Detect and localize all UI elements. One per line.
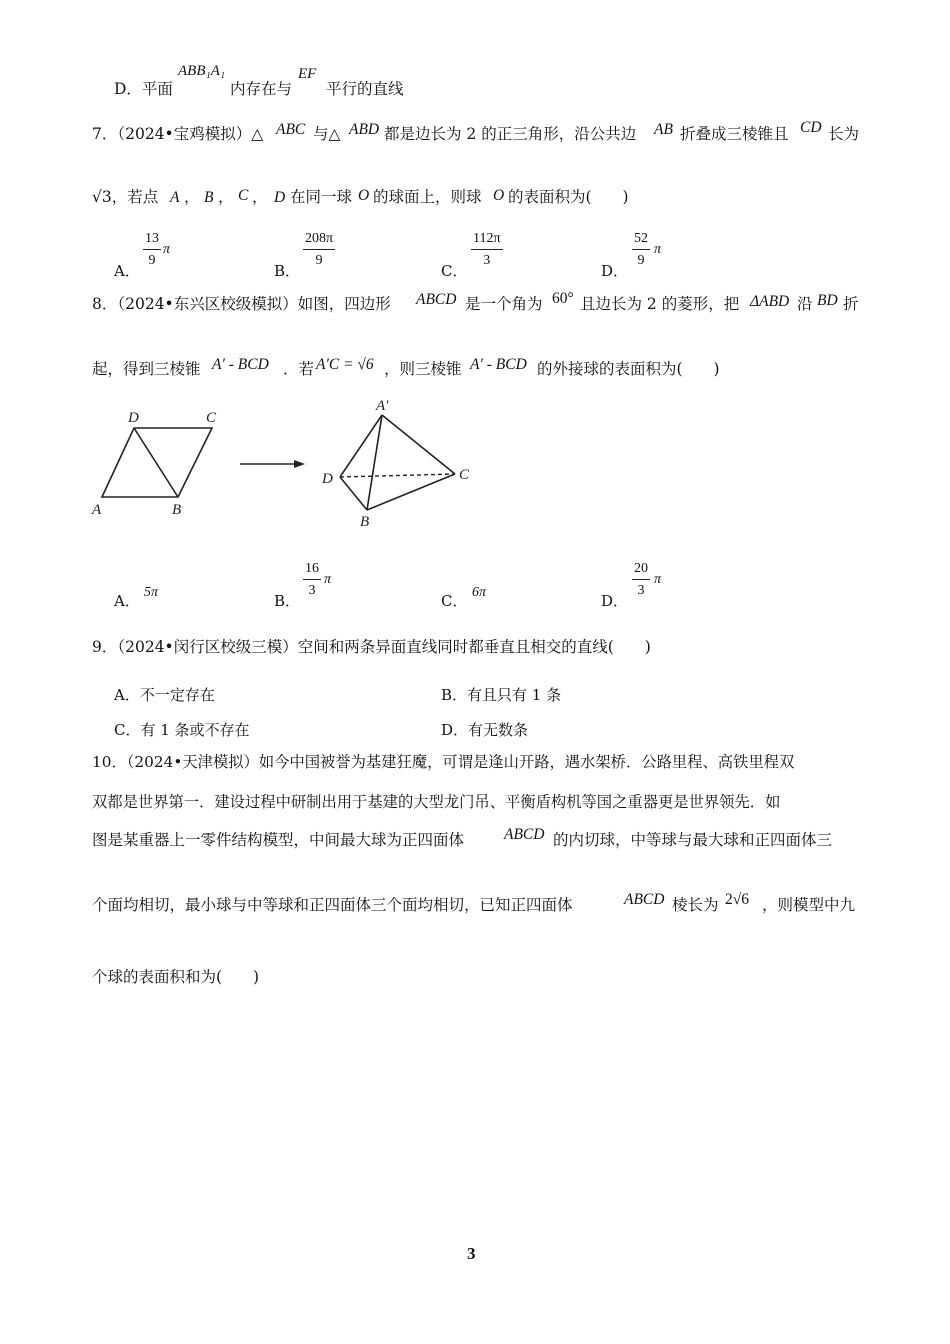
q8-line2-c: ，则三棱锥 xyxy=(384,360,462,378)
q8-option-b-label: B． xyxy=(274,592,301,610)
q10-line3-b: 的内切球，中等球与最大球和正四面体三 xyxy=(553,831,833,849)
q10-line4-a: 个面均相切，最小球与中等球和正四面体三个面均相切，已知正四面体 xyxy=(92,896,573,914)
q7-text-3: 折叠成三棱锥且 xyxy=(680,125,789,143)
q8-text-4: 折 xyxy=(843,295,859,313)
q7-line2-d: 的表面积为( ) xyxy=(508,188,629,206)
hidden-edge-dc xyxy=(340,474,455,477)
q7-math-abc: ABC xyxy=(276,121,306,138)
q8-line2-d: 的外接球的表面积为( ) xyxy=(537,360,720,378)
q8-text-2: 且边长为 2 的菱形，把 xyxy=(580,295,740,313)
q9-option-b: B．有且只有 1 条 xyxy=(441,686,562,704)
q7-point-a: A xyxy=(170,189,180,206)
q7-point-c: C xyxy=(238,187,249,204)
q7-point-d: D xyxy=(274,189,286,206)
q8-math-bd: BD xyxy=(817,292,838,309)
q8-math-triangle-abd: ΔABD xyxy=(750,293,790,310)
q7-option-d-label: D． xyxy=(601,262,629,280)
q7-stem-start: 7．（2024•宝鸡模拟）△ xyxy=(92,125,264,143)
fig-label-b: B xyxy=(172,502,182,518)
fig-label-d2: D xyxy=(322,471,333,487)
q7-option-d-fraction: $\frac{52}{9}$ xyxy=(634,231,648,268)
q8-option-d-fraction: $\frac{20}{3}$ xyxy=(634,561,648,598)
q7-point-b: B xyxy=(204,189,214,206)
q8-option-a-value: 5π xyxy=(144,585,159,600)
q7-option-c-fraction: $\frac{112\pi}{3}$ xyxy=(473,231,501,268)
q10-line4-math2: 2√6 xyxy=(725,891,750,908)
q7-sphere-o: O xyxy=(358,187,370,204)
q7-sphere-o2: O xyxy=(493,187,505,204)
q8-option-b-pi: π xyxy=(324,572,332,587)
q7-math-cd: CD xyxy=(800,119,822,136)
fig-label-c: C xyxy=(206,410,217,426)
q7-option-a-fraction: $\frac{13}{9}$ xyxy=(145,231,159,268)
q10-line4-math: ABCD xyxy=(624,891,665,908)
q10-line3-math: ABCD xyxy=(504,826,545,843)
q8-math-60deg: 60° xyxy=(552,290,574,307)
q7-text-2: 都是边长为 2 的正三角形，沿公共边 xyxy=(384,125,637,143)
q7-line2-b: 在同一球 xyxy=(290,188,353,206)
q7-option-d-pi: π xyxy=(654,242,662,257)
q7-option-c-label: C． xyxy=(441,262,468,280)
q8-text-3: 沿 xyxy=(797,295,813,313)
q8-math-abcd: ABCD xyxy=(416,291,457,308)
fig-label-a-prime: A′ xyxy=(376,398,389,414)
q7-option-a-label: A． xyxy=(114,262,140,280)
q8-figure xyxy=(0,0,950,560)
q8-option-b-fraction: $\frac{16}{3}$ xyxy=(305,561,319,598)
q7-line2-c: 的球面上，则球 xyxy=(373,188,482,206)
q9-option-a: A．不一定存在 xyxy=(114,686,215,704)
q8-option-c-label: C． xyxy=(441,592,468,610)
q6-option-d-math: ABB₁A₁ xyxy=(178,63,226,79)
q8-math-ac: A′C = √6 xyxy=(316,356,374,373)
page-number: 3 xyxy=(467,1244,476,1263)
q9-option-d: D．有无数条 xyxy=(441,721,529,739)
q7-math-ab: AB xyxy=(654,121,673,138)
q9-option-c: C．有 1 条或不存在 xyxy=(114,721,250,739)
q8-math-pyramid2: A′ - BCD xyxy=(470,356,527,373)
q8-option-c-value: 6π xyxy=(472,585,487,600)
rhombus-diagonal-bd xyxy=(134,428,178,497)
q10-line5: 个球的表面积和为( ) xyxy=(92,968,260,986)
q7-line2-start: √3，若点 xyxy=(92,188,159,206)
q8-option-d-label: D． xyxy=(601,592,629,610)
q7-text-1: 与△ xyxy=(313,125,341,143)
q6-option-d-label: D．平面 xyxy=(114,80,173,98)
q6-option-d-math2: EF xyxy=(298,66,317,82)
q8-line2-b: ．若 xyxy=(283,360,315,378)
q8-math-pyramid: A′ - BCD xyxy=(212,356,269,373)
fig-label-a: A xyxy=(92,502,102,518)
q10-line4-b: 棱长为 xyxy=(672,896,719,914)
q10-line2: 双都是世界第一．建设过程中研制出用于基建的大型龙门吊、平衡盾构机等国之重器更是世界领先．如 xyxy=(92,793,781,811)
q7-text-4: 长为 xyxy=(828,125,860,143)
q7-option-b-label: B． xyxy=(274,262,301,280)
fig-label-d: D xyxy=(128,410,139,426)
rhombus-abcd xyxy=(102,428,212,497)
q10-line1: 10．（2024•天津模拟）如今中国被誉为基建狂魔，可谓是逢山开路，遇水架桥．公路里程、高铁里程双 xyxy=(92,753,795,771)
fig-label-b2: B xyxy=(360,514,370,530)
q9-stem: 9．（2024•闵行区校级三模）空间和两条异面直线同时都垂直且相交的直线( ) xyxy=(92,638,651,656)
q8-option-a-label: A． xyxy=(114,592,140,610)
q6-option-d-end: 平行的直线 xyxy=(326,80,404,98)
q10-line3-a: 图是某重器上一零件结构模型，中间最大球为正四面体 xyxy=(92,831,465,849)
q7-option-a-pi: π xyxy=(163,242,171,257)
q8-stem-start: 8．（2024•东兴区校级模拟）如图，四边形 xyxy=(92,295,391,313)
q8-line2-start: 起，得到三棱锥 xyxy=(92,360,201,378)
q10-line4-c: ，则模型中九 xyxy=(762,896,856,914)
fig-label-c2: C xyxy=(459,467,470,483)
q7-math-abd: ABD xyxy=(349,121,380,138)
q8-option-d-pi: π xyxy=(654,572,662,587)
q6-option-d-mid: 内存在与 xyxy=(230,80,293,98)
q7-option-b-fraction: $\frac{208\pi}{9}$ xyxy=(305,231,334,268)
q8-text-1: 是一个角为 xyxy=(465,295,543,313)
fold-arrow-head xyxy=(294,460,305,468)
